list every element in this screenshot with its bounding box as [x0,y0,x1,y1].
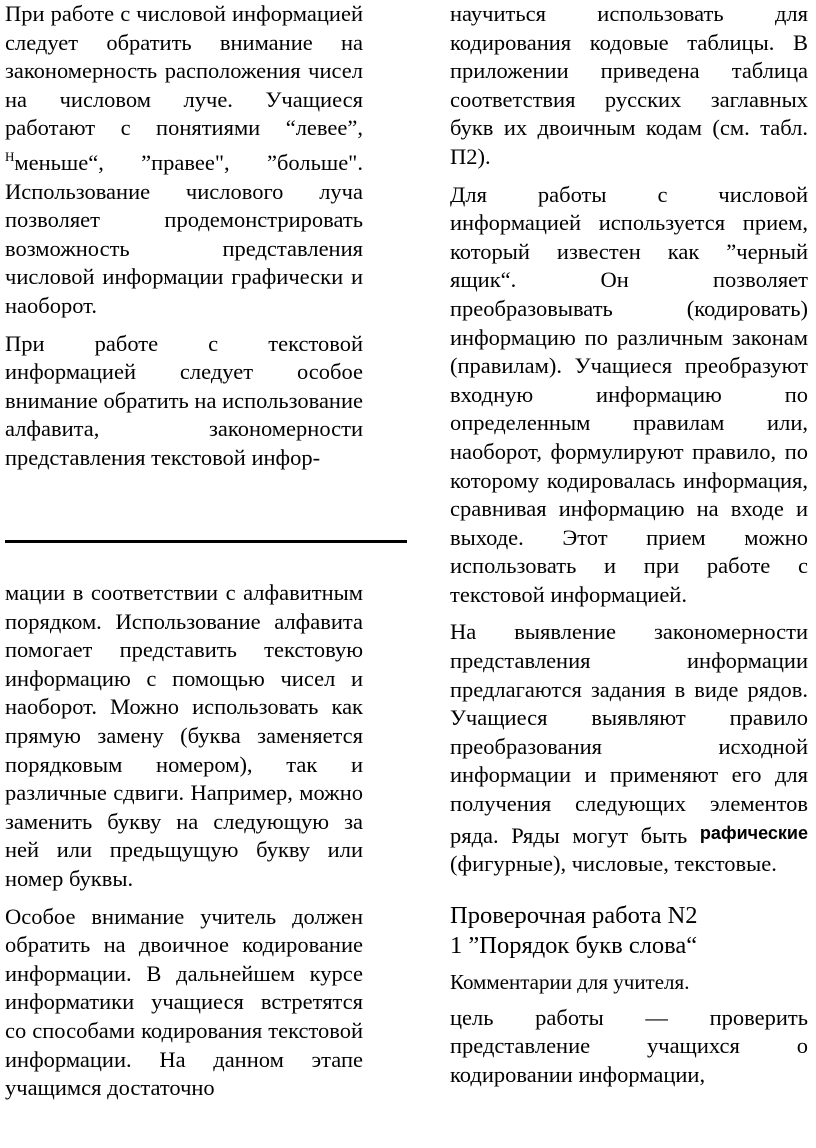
paragraph-text: На выявление закономерности представления информации предлагаются задания в виде рядов. Учащиеся выявляют правило преобразования исходной информации и применяют его для получения следующих элементов ряда. Ряды могут быть [450,619,808,848]
column-divider-rule [5,540,407,543]
paragraph-text-continued: меньше“, ”правее", ”больше". Использование числового луча позволяет продемонстрировать возможность представления числовой информации графически и наоборот. [5,149,363,318]
superscript-mark: Н [5,148,15,164]
paragraph-numeric-info [5,0,363,321]
heading-line-1: Проверочная работа N2 [450,901,698,929]
paragraph-text: При работе с числовой информацией следует обратить внимание на закономерность расположения чисел на числовом луче. Учащиеся работают с понятиями “левее”, [5,1,363,141]
paragraph-text-end: (фигурные), числовые, текстовые. [450,851,777,877]
paragraph-series-tasks [450,618,808,878]
heading-line-2: 1 ”Порядок букв слова“ [450,932,698,960]
paragraph-goal: цель работы — проверить представление учащихся о кодировании информации, [450,1004,808,1087]
paragraph-text-info: При работе с текстовой информацией следует особое внимание обратить на использование алфавита, закономерности представления текстовой инфор- [5,330,363,470]
paragraph-code-tables: научиться использовать для кодирования кодовые таблицы. В приложении приведена таблица соответствия русских заглавных букв их двоичным кодам (см. табл. П2). [450,1,808,169]
paragraph-black-box: Для работы с числовой информацией используется прием, который известен как ”черный ящик“. Он позволяет преобразовывать (кодировать) информацию по различным законам (правилам). Учащиеся преобразуют входную информацию по определенным правилам или, наоборот, формулируют правило, по которому кодировалась информация, сравнивая информацию на входе и выходе. Этот прием можно использовать и при работе с текстовой информацией. [450,181,808,607]
paragraph-binary-coding: Особое внимание учитель должен обратить на двоичное кодирование информации. В дальнейшем курсе информатики учащиеся встретятся со способами кодирования текстовой информации. На данном этапе учащимся достаточно [5,903,363,1101]
left-column-lower [5,579,363,1103]
left-column [5,0,363,473]
paragraph-alphabet-order: мации в соответствии с алфавитным порядком. Использование алфавита помогает представить текстовую информацию с помощью чисел и наоборот. Можно использовать как прямую замену (буква заменяется порядковым номером), так и различные сдвиги. Например, можно заменить букву на следующую за ней или предьщущую букву или номер буквы. [5,580,363,891]
teacher-comment-label: Комментарии для учителя. [450,969,690,994]
right-column [450,0,808,1090]
inline-overprinted-word: рафические [699,822,808,843]
section-heading [450,901,808,962]
